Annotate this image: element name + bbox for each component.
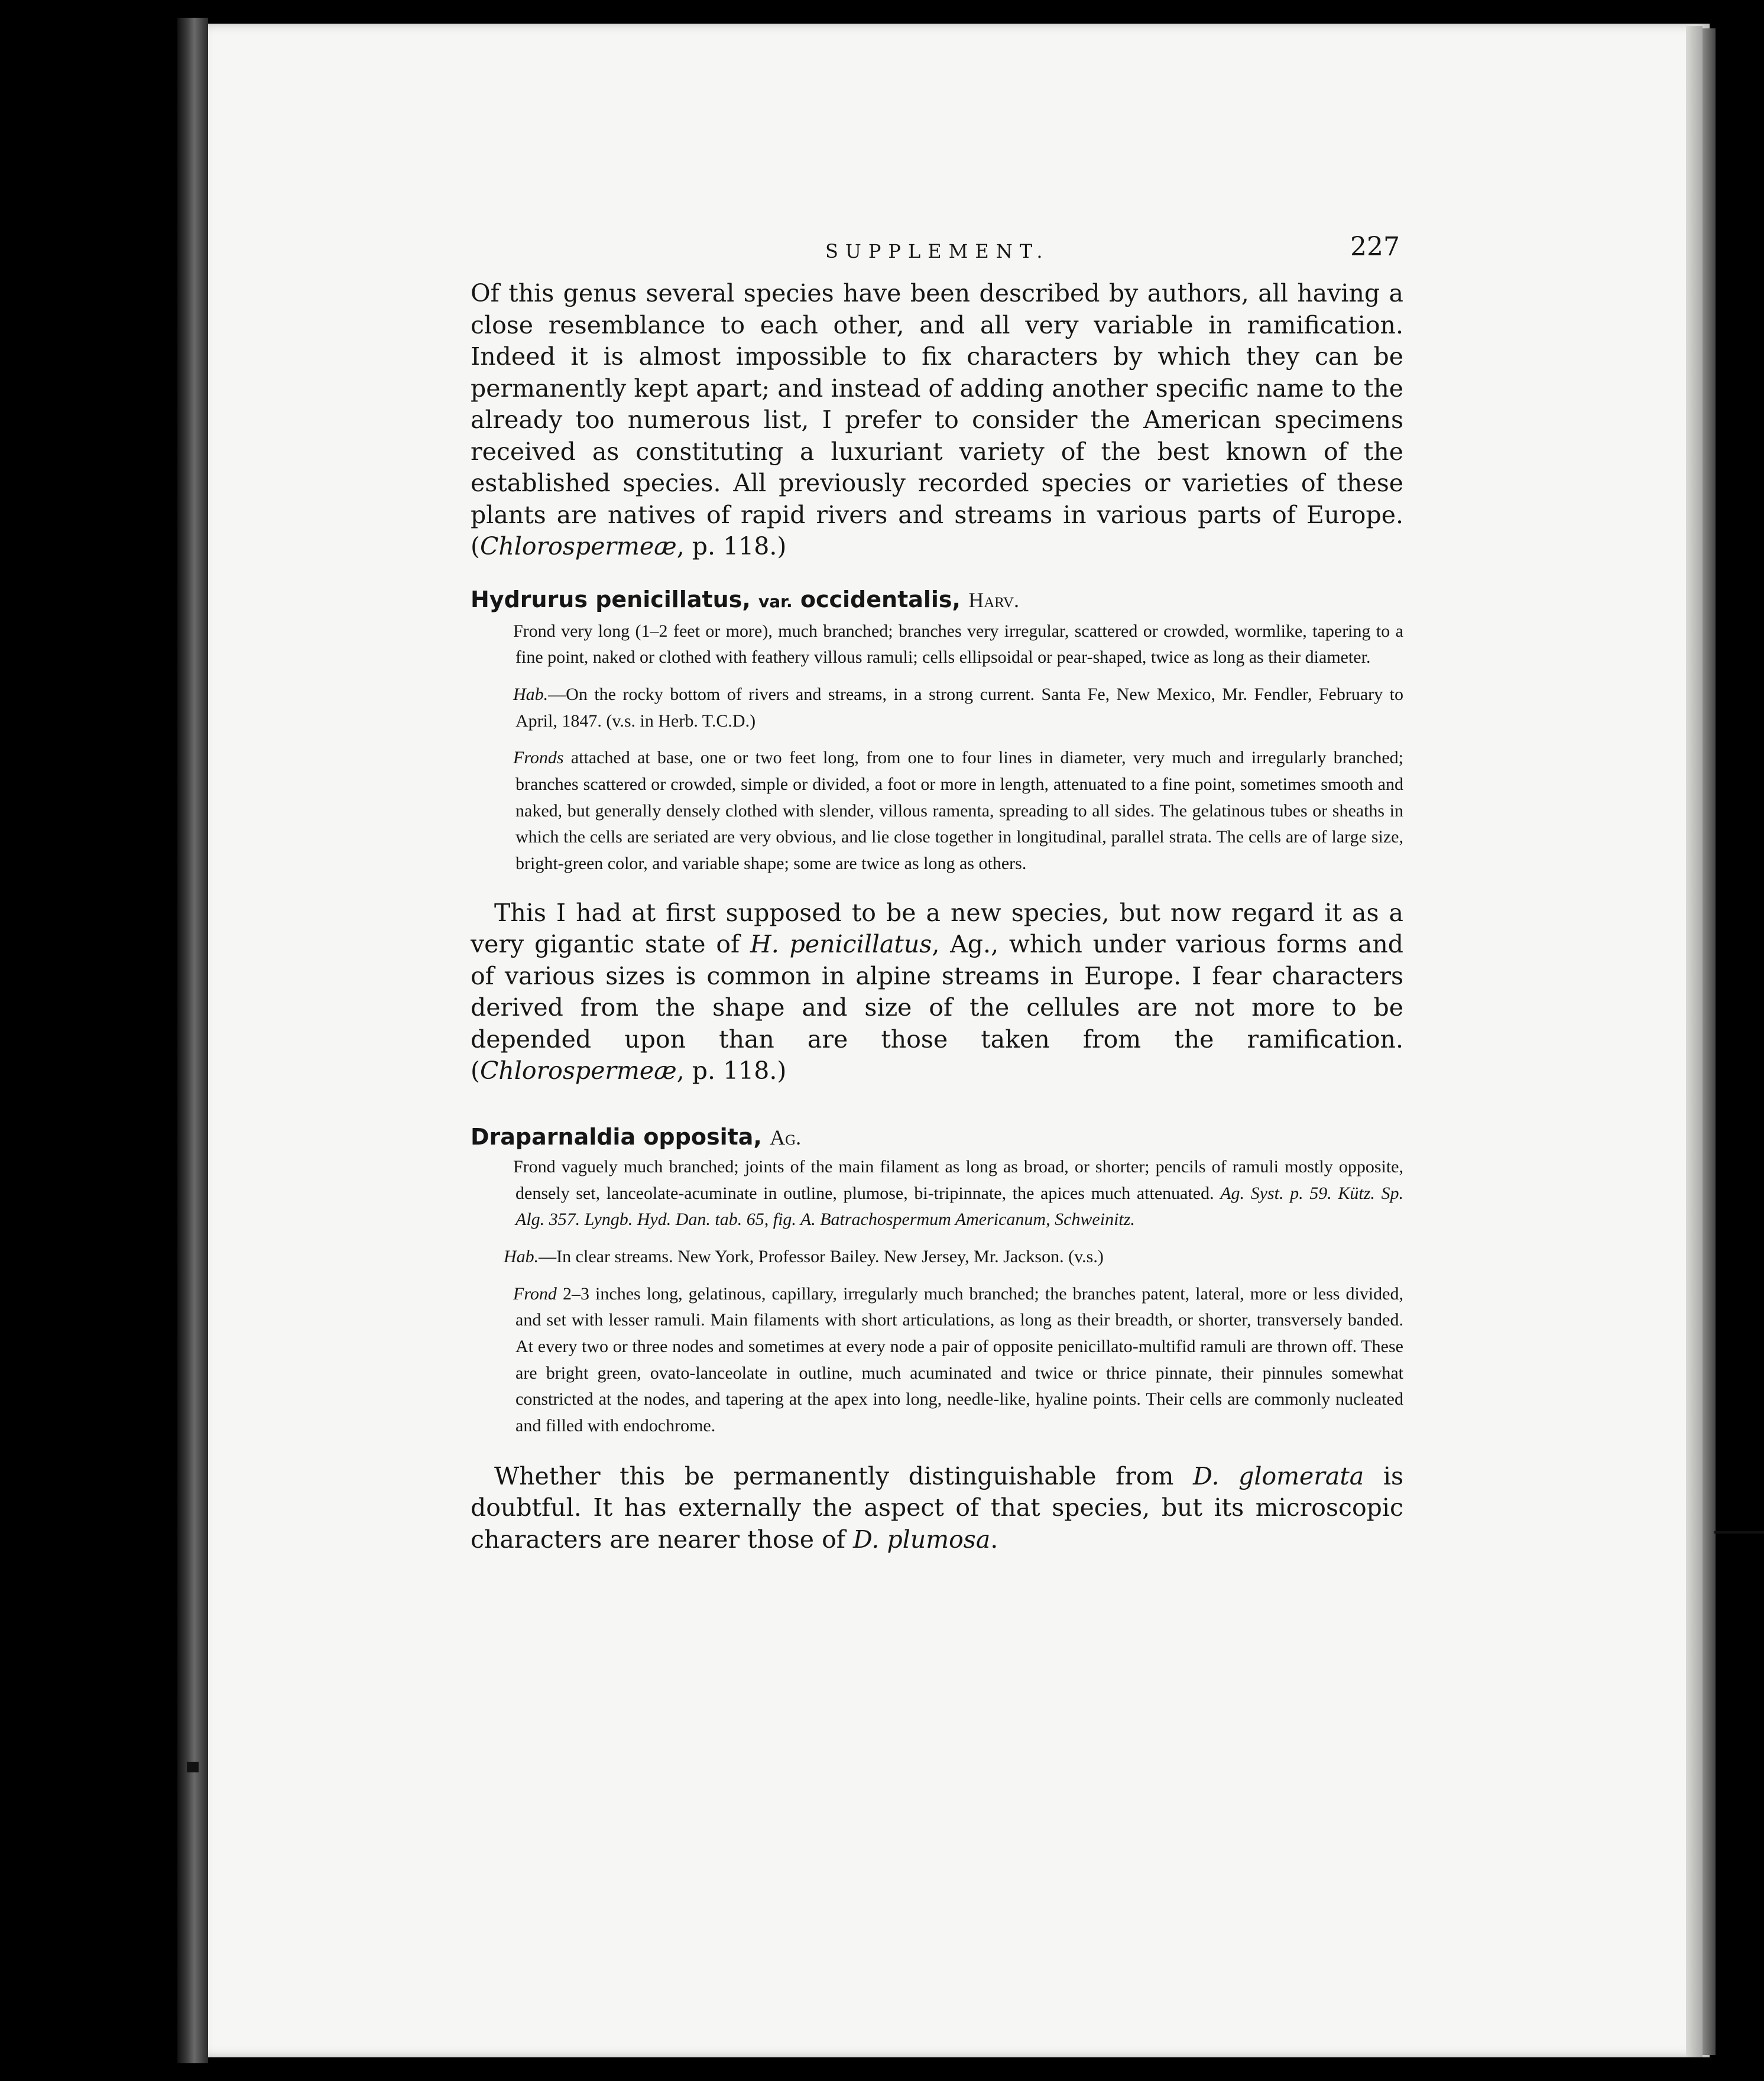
variety-label: var.: [758, 591, 793, 611]
hydrurus-habitat: Hab.—On the rocky bottom of rivers and streams, in a strong current. Santa Fe, New Mexico, Mr. Fendler, February to April, 1847. (v.s. in Herb. T.C.D.): [513, 684, 1403, 731]
binding-edge: [177, 18, 208, 2063]
authority: Ag.: [770, 1125, 802, 1149]
running-title: SUPPLEMENT.: [825, 240, 1050, 262]
page-edge-shadow: [1703, 28, 1716, 2055]
page-content: [471, 231, 1403, 1555]
running-head: [471, 231, 1403, 266]
scan-border-left: [0, 0, 195, 2081]
species-name: Hydrurus penicillatus,: [471, 586, 751, 612]
draparnaldia-frond: Frond 2–3 inches long, gelatinous, capillary, irregularly much branched; the branches patent, lateral, more or less divided, and set with lesser ramuli. Main filaments with short articulations, as long as their breadth, or shorter, transversely banded. At every two or three nodes and sometimes at every node a pair of opposite penicillato-multifid ramuli are thrown off. These are bright green, ovato-lanceolate in outline, much acuminated and twice or thrice pinnate, their pinnules somewhat constricted at the nodes, and tapering at the apex into long, needle-like, hyaline points. Their cells are commonly nucleated and filled with endochrome.: [513, 1283, 1403, 1436]
hydrurus-remark: This I had at first supposed to be a new species, but now regard it as a very gigantic state of H. penicillatus, Ag., which under various forms and of various sizes is common in alpine streams in Europe. I fear characters derived from the shape and size of the cellules are not more to be depended upon than are those taken from the ramification. (Chlorospermeæ, p. 118.): [471, 898, 1403, 1085]
draparnaldia-habitat: Hab.—In clear streams. New York, Professor Bailey. New Jersey, Mr. Jackson. (v.s.): [504, 1246, 1104, 1266]
hydrurus-fronds: Fronds attached at base, one or two feet long, from one to four lines in diameter, very much and irregularly branched; branches scattered or crowded, simple or divided, a foot or more in length, attenuated to a fine point, sometimes smooth and naked, but generally densely clothed with slender, villous ramenta, spreading to all sides. The gelatinous tubes or sheaths in which the cells are seriated are very obvious, and lie close together in longitudinal, parallel strata. The cells are of large size, bright-green color, and variable shape; some are twice as long as others.: [513, 748, 1403, 874]
page-number: 227: [1350, 232, 1400, 262]
authority: Harv.: [968, 588, 1019, 612]
variety-name: occidentalis,: [800, 586, 961, 612]
draparnaldia-description: Frond vaguely much branched; joints of the main filament as long as broad, or shorter; pencils of ramuli mostly opposite, densely set, lanceolate-acuminate in outline, plumose, bi-tripinnate, the apices much attenuated. Ag. Syst. p. 59. Kütz. Sp. Alg. 357. Lyngb. Hyd. Dan. tab. 65, fig. A. Batrachospermum Americanum, Schweinitz.: [513, 1156, 1403, 1230]
hydrurus-heading: [471, 585, 1403, 616]
draparnaldia-remark: Whether this be permanently distinguishable from D. glomerata is doubtful. It has externally the aspect of that species, but its microscopic characters are nearer those of D. plumosa.: [471, 1461, 1403, 1554]
intro-paragraph: Of this genus several species have been described by authors, all having a close resemblance to each other, and all very variable in ramification. Indeed it is almost impossible to fix characters by which they can be permanently kept apart; and instead of adding another specific name to the already too numerous list, I prefer to consider the American specimens received as constituting a luxuriant variety of the best known of the established species. All previously recorded species or varieties of these plants are natives of rapid rivers and streams in various parts of Europe. (Chlorospermeæ, p. 118.): [471, 279, 1403, 560]
species-name: Draparnaldia opposita,: [471, 1123, 762, 1150]
page-edge: [1686, 26, 1703, 2057]
scan-mark: [1714, 1531, 1764, 1534]
hydrurus-description: Frond very long (1–2 feet or more), much branched; branches very irregular, scattered or crowded, wormlike, tapering to a fine point, naked or clothed with feathery villous ramuli; cells ellipsoidal or pear-shaped, twice as long as their diameter.: [513, 621, 1403, 667]
scan-mark: [187, 1762, 199, 1772]
draparnaldia-heading: [471, 1123, 1403, 1152]
